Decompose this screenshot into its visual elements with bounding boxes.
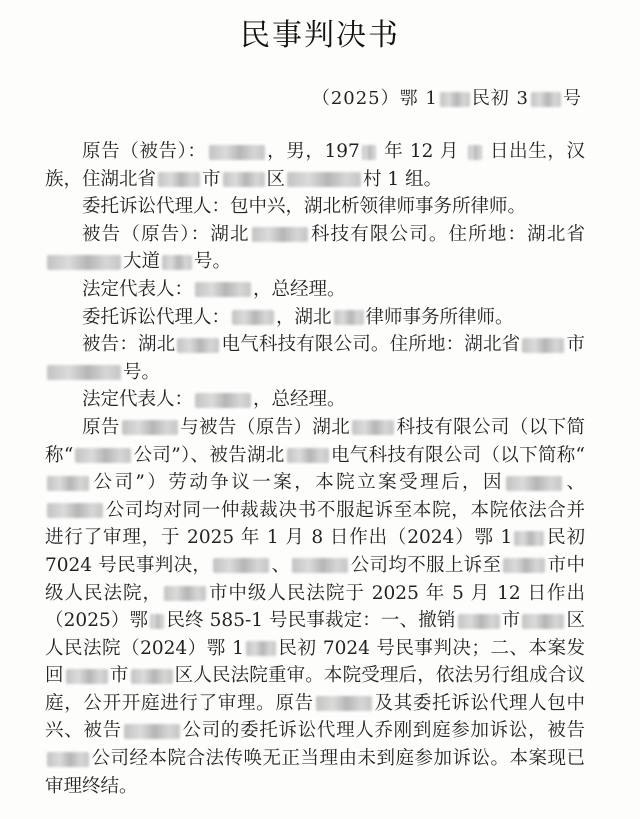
redacted-name — [209, 145, 265, 160]
paragraph-case-history — [45, 414, 585, 800]
redacted-place — [287, 172, 361, 187]
redacted-block — [440, 92, 470, 107]
text: 区人民法院（2024）鄂 1 — [45, 610, 585, 659]
text: 号。 — [194, 251, 232, 273]
paragraph-plaintiff — [45, 138, 585, 193]
text: 村 1 组。 — [363, 168, 443, 190]
redacted-company — [124, 724, 180, 739]
text: 公司经本院合法传唤无正当理由未到庭参加诉讼。本案现已审理终结。 — [45, 748, 585, 797]
text: 科技有限公司（以下简称“ — [45, 416, 585, 466]
text: 及其委托诉讼代理人包中兴、被告 — [45, 692, 585, 742]
text: 大道 — [123, 251, 161, 273]
redacted-digit — [468, 145, 482, 160]
text: 区 — [266, 168, 286, 190]
text: 电气科技有限公司（以下简称“ — [330, 444, 585, 466]
redacted-place — [47, 255, 121, 270]
redacted-name — [122, 420, 178, 435]
redacted-company — [47, 752, 89, 767]
redacted-name — [195, 393, 251, 408]
redacted-place — [458, 614, 500, 629]
redacted-firm — [334, 310, 364, 325]
redacted-name — [232, 310, 274, 325]
paragraph-legal-rep-2 — [45, 386, 585, 414]
text: ，湖北 — [276, 306, 332, 328]
text: 原告（被告）： — [82, 141, 207, 162]
text: 与被告（原告）湖北 — [179, 416, 351, 438]
text: 日出生，汉族，住湖北省 — [45, 141, 585, 190]
redacted-name — [195, 282, 251, 297]
text: 被告（原告）：湖北 — [82, 223, 250, 245]
redacted-company — [292, 558, 348, 573]
redacted-place — [522, 338, 564, 353]
redacted-name — [506, 476, 562, 491]
redacted-company — [287, 448, 329, 463]
redacted-number — [162, 255, 192, 270]
text: 公司”）劳动争议一案，本院立案受理后，因 — [91, 472, 504, 494]
text: 电气科技有限公司。住所地：湖北省 — [221, 334, 521, 356]
text: 民初 7024 号民事判决；二、本案发回 — [45, 637, 586, 687]
text: 法定代表人： — [82, 278, 194, 300]
redacted-place — [131, 669, 173, 684]
redacted-company — [252, 227, 308, 242]
text: 公司均不服上诉至 — [350, 554, 502, 576]
redacted-company — [75, 448, 131, 463]
text: 年 12 月 — [377, 141, 466, 162]
redacted-company — [47, 476, 89, 491]
text: 、 — [564, 472, 585, 494]
case-number-prefix: （2025）鄂 1 — [311, 88, 438, 109]
case-number-mid: 民初 3 — [471, 88, 529, 109]
text: 市 — [109, 665, 129, 687]
text: 市 — [566, 334, 585, 356]
redacted-place — [522, 614, 564, 629]
text: ，男，197 — [266, 141, 360, 162]
paragraph-legal-rep-1 — [45, 276, 585, 304]
text: 律师事务所律师。 — [365, 306, 514, 328]
redacted-number — [150, 614, 164, 629]
text: 委托诉讼代理人： — [82, 306, 231, 328]
document-title: 民事判决书 — [240, 18, 400, 53]
text: 市 — [501, 610, 521, 632]
redacted-address — [47, 365, 121, 380]
text: 公司的委托诉讼代理人乔刚到庭参加诉讼，被告 — [181, 720, 585, 742]
document-body — [45, 138, 585, 800]
text: 公司均对同一仲裁裁决书不服起诉至本院，本院依法合并进行了审理，于 2025 年 1 月 8 日作出（2024）鄂 1 — [45, 499, 585, 549]
text: 、 — [271, 554, 291, 576]
text: ，总经理。 — [253, 278, 346, 300]
redacted-place — [223, 172, 265, 187]
redacted-company — [47, 503, 103, 518]
text: 原告 — [82, 416, 120, 438]
paragraph-defendant-1 — [45, 221, 585, 276]
redacted-place — [164, 586, 206, 601]
text: 公司”）、被告湖北 — [133, 444, 285, 466]
redacted-place — [66, 669, 108, 684]
case-number-suffix: 号 — [563, 88, 582, 109]
redacted-place — [503, 558, 545, 573]
redacted-name — [316, 696, 372, 711]
text: 科技有限公司。住所地：湖北省 — [309, 223, 585, 245]
paragraph-plaintiff-agent: 委托诉讼代理人：包中兴，湖北析领律师事务所律师。 — [82, 196, 527, 218]
redacted-place — [158, 172, 200, 187]
paragraph-defendant-agent — [45, 304, 585, 332]
text: 号。 — [123, 361, 161, 383]
redacted-block — [531, 92, 561, 107]
text: 市 — [202, 168, 221, 190]
redacted-company — [177, 338, 219, 353]
text: ，总经理。 — [253, 389, 346, 411]
text: 被告：湖北 — [82, 334, 176, 356]
text: 民终 585-1 号民事裁定：一、撤销 — [166, 610, 456, 632]
text: 区人民法院重审。本院受理后，依法另行组成合议庭，公开开庭进行了审理。原告 — [45, 665, 585, 714]
text: 市中级人民法院于 2025 年 5 月 12 日作出（2025）鄂 — [45, 582, 585, 632]
redacted-company — [352, 420, 394, 435]
redacted-number — [246, 641, 276, 656]
text: 市中级人民法院， — [45, 554, 585, 604]
text: 法定代表人： — [82, 389, 194, 411]
redacted-number — [514, 531, 544, 546]
case-number — [312, 84, 582, 110]
redacted-digit — [362, 145, 376, 160]
text: 民初 7024 号民事判决， — [45, 527, 585, 576]
redacted-name — [213, 558, 269, 573]
paragraph-defendant-2 — [45, 331, 585, 386]
